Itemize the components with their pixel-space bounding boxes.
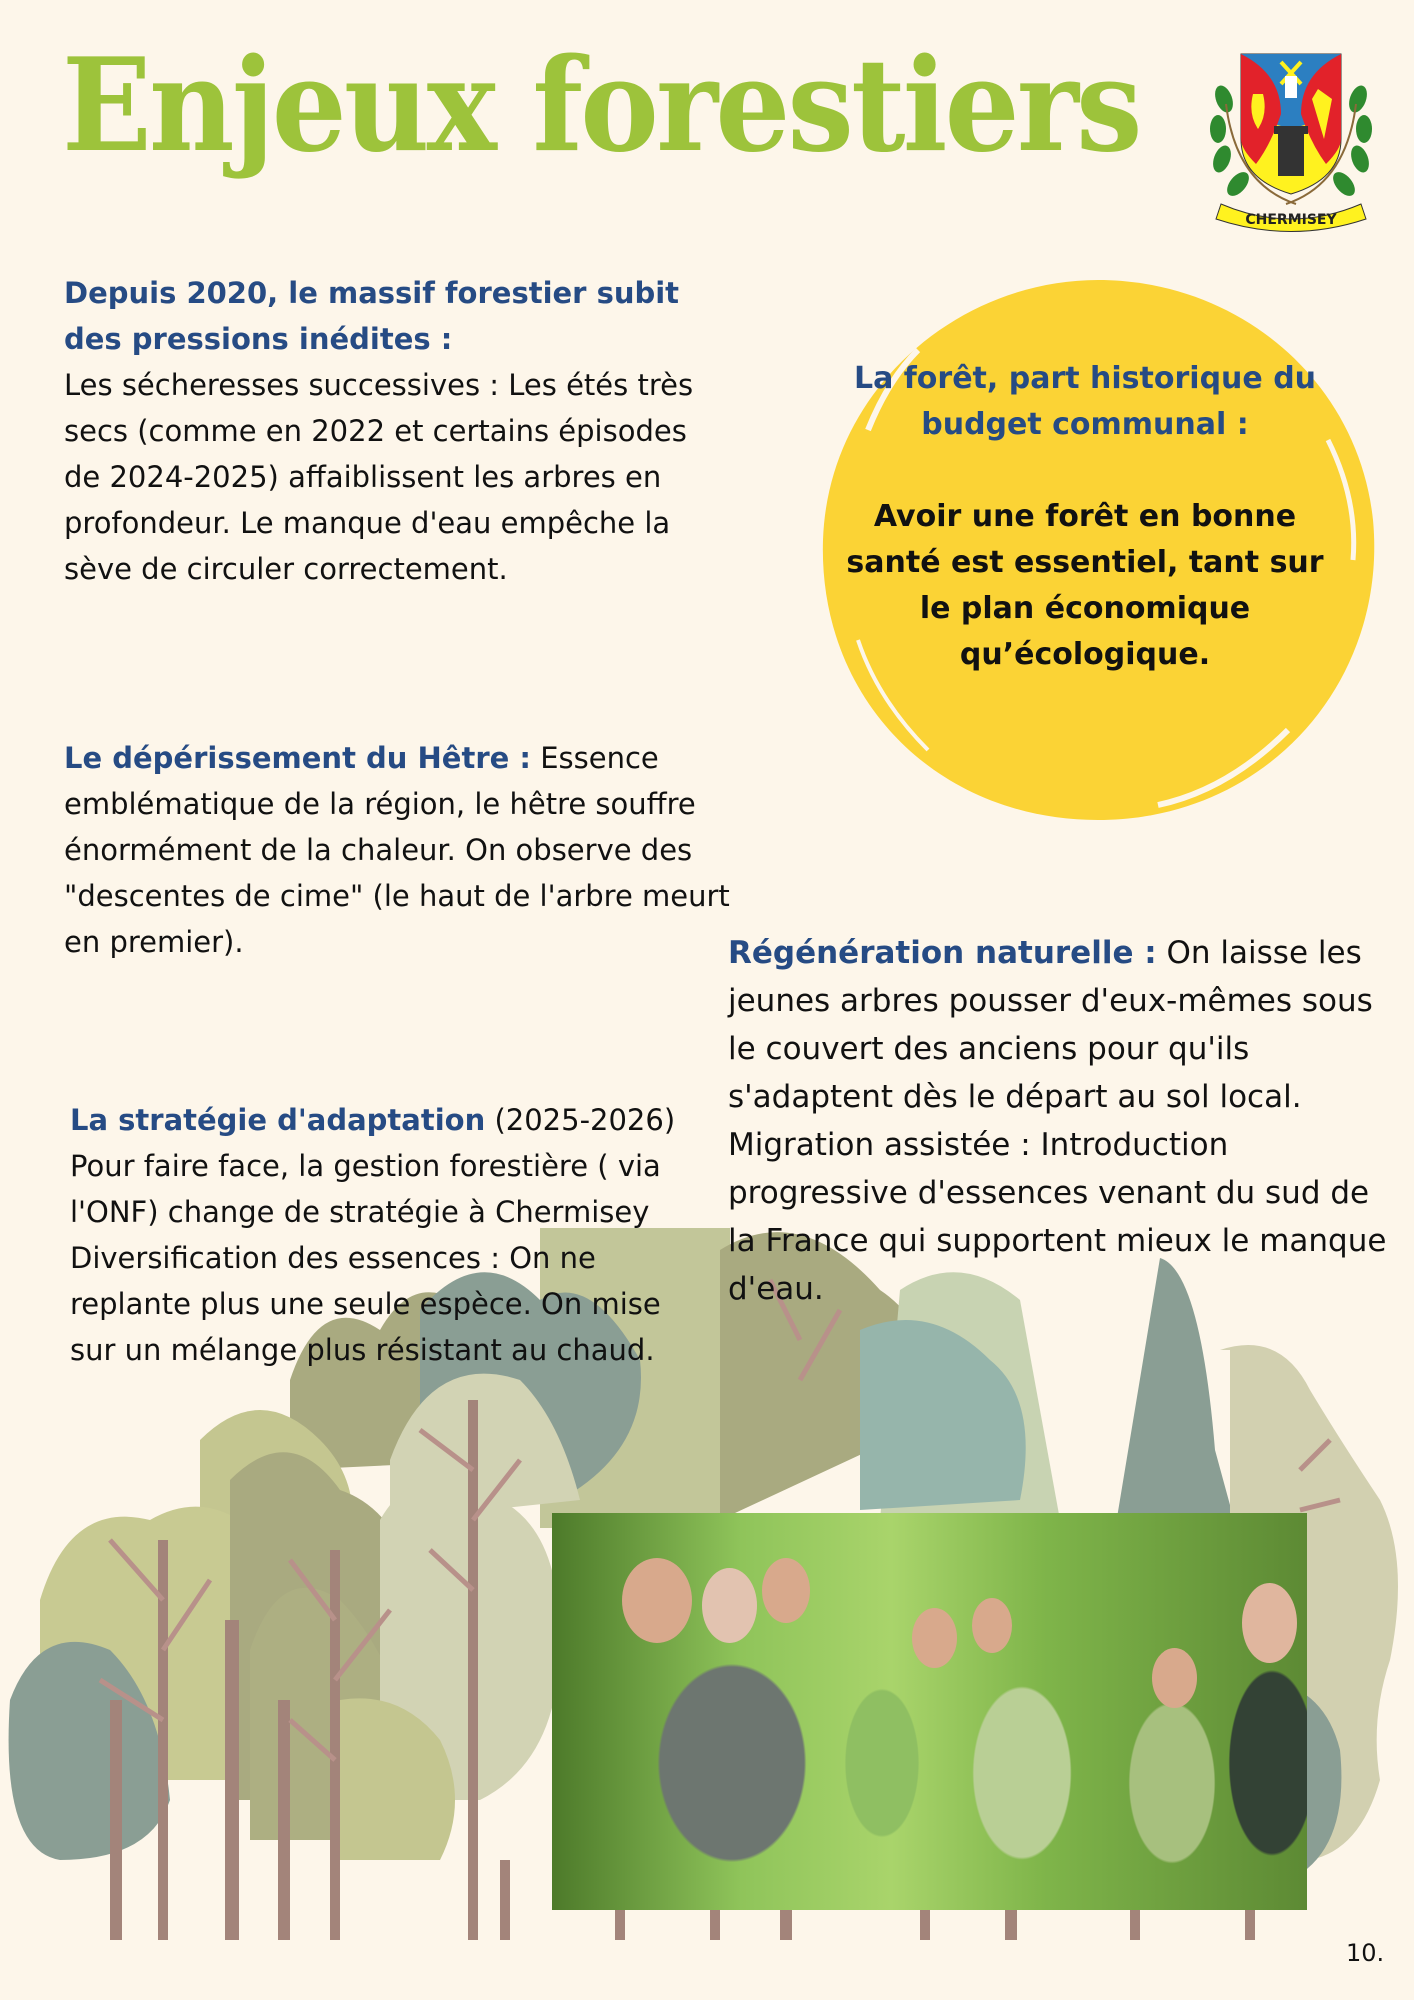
section-pressions xyxy=(64,270,704,592)
section-regeneration xyxy=(728,929,1398,1313)
section-hetre xyxy=(64,735,754,965)
chermisey-crest-icon xyxy=(1196,44,1386,234)
section-strategie-heading: La stratégie d'adaptation xyxy=(70,1103,486,1137)
section-strategie-body: (2025-2026) Pour faire face, la gestion forestière ( via l'ONF) change de stratégie à Chermisey Diversification des essences : On ne replante plus une seule espèce. On mise sur un mélange plus résistant au chaud. xyxy=(70,1103,676,1367)
section-regeneration-heading: Régénération naturelle : xyxy=(728,935,1157,971)
svg-text:CHERMISEY: CHERMISEY xyxy=(1245,212,1337,228)
budget-callout xyxy=(840,356,1330,678)
callout-question: La forêt, part historique du budget communal : xyxy=(853,361,1317,442)
group-photo-forest xyxy=(552,1513,1307,1910)
section-pressions-body: Les sécheresses successives : Les étés très secs (comme en 2022 et certains épisodes de 2024-2025) affaiblissent les arbres en profondeur. Le manque d'eau empêche la sève de circuler correctement. xyxy=(64,368,694,586)
section-regeneration-body: On laisse les jeunes arbres pousser d'eux-mêmes sous le couvert des anciens pour qu'ils s'adaptent dès le départ au sol local. Migration assistée : Introduction progressive d'essences venant du sud de la France qui supportent mieux le manque d'eau. xyxy=(728,935,1387,1307)
section-hetre-body: Essence emblématique de la région, le hêtre souffre énormément de la chaleur. On observe des "descentes de cime" (le haut de l'arbre meurt en premier). xyxy=(64,741,730,959)
page-title: Enjeux forestiers xyxy=(62,31,1140,181)
section-strategie xyxy=(70,1097,710,1373)
callout-answer: Avoir une forêt en bonne santé est essentiel, tant sur le plan économique qu’écologique. xyxy=(846,499,1324,672)
section-pressions-heading: Depuis 2020, le massif forestier subit des pressions inédites : xyxy=(64,276,680,356)
page-number: 10. xyxy=(1346,1939,1385,1967)
section-hetre-heading: Le dépérissement du Hêtre : xyxy=(64,741,531,775)
